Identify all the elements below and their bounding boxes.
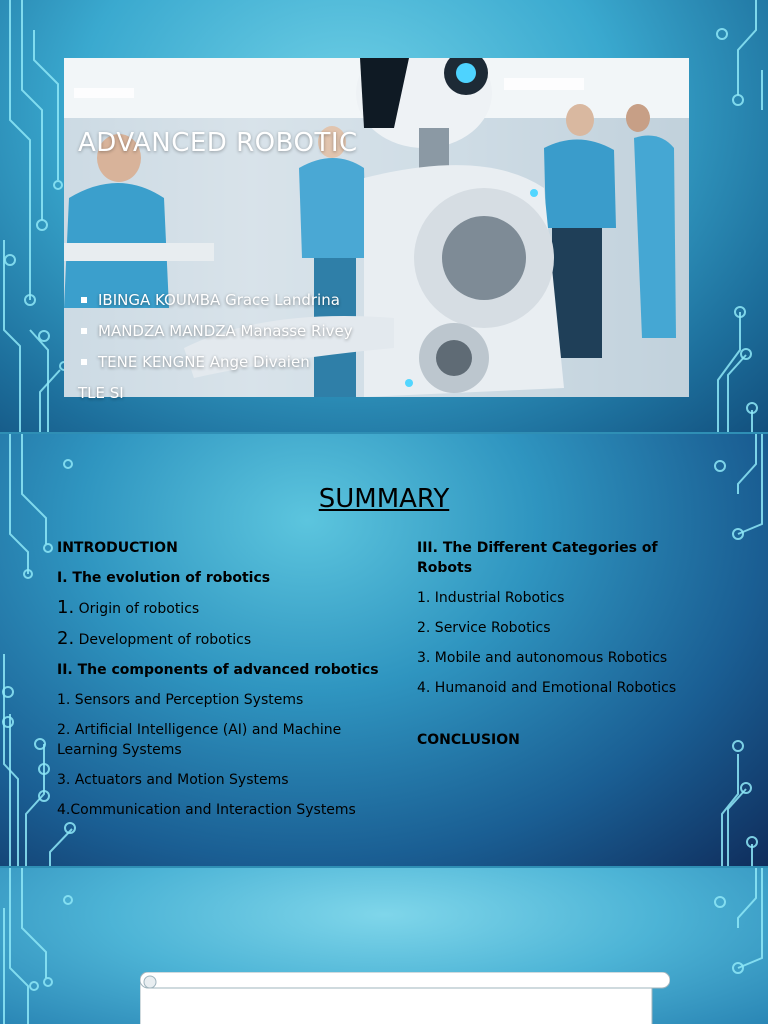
circuit-decoration-left (0, 0, 70, 432)
list-item: 2. Service Robotics (417, 620, 551, 636)
title-slide (0, 0, 768, 432)
author-name: IBINGA KOUMBA Grace Landrina (98, 290, 340, 309)
list-item: 4. Humanoid and Emotional Robotics (417, 680, 677, 696)
item-text: Development of robotics (78, 632, 252, 648)
circuit-decoration-left (0, 868, 80, 1024)
section-heading: I. The evolution of robotics (57, 570, 271, 586)
author-item (78, 284, 353, 315)
circuit-decoration-right (698, 868, 768, 1024)
summary-right-column (417, 538, 707, 760)
class-label: TLE SI (78, 383, 124, 402)
list-item: 3. Mobile and autonomous Robotics (417, 650, 668, 666)
author-name: MANDZA MANDZA Manasse Rivey (98, 321, 353, 340)
introduction-entry: INTRODUCTION (57, 540, 178, 556)
section-heading: III. The Different Categories of Robots (417, 540, 658, 576)
scroll-banner-shape (140, 972, 670, 1024)
conclusion-entry: CONCLUSION (417, 732, 520, 748)
list-item (57, 598, 402, 619)
list-item: 1. Industrial Robotics (417, 590, 565, 606)
list-item: 3. Actuators and Motion Systems (57, 772, 289, 788)
presentation-title: ADVANCED ROBOTIC (78, 128, 358, 158)
author-name: TENE KENGNE Ange Divaien (98, 352, 310, 371)
list-item: 1. Sensors and Perception Systems (57, 692, 304, 708)
summary-slide (0, 434, 768, 866)
item-number: 1. (57, 597, 75, 618)
square-bullet-icon (81, 328, 87, 334)
author-item (78, 315, 353, 346)
item-text: Origin of robotics (78, 601, 200, 617)
author-item (78, 346, 353, 377)
square-bullet-icon (81, 297, 87, 303)
summary-left-column (57, 538, 402, 830)
next-slide (0, 868, 768, 1024)
list-item: 2. Artificial Intelligence (AI) and Machine Learning Systems (57, 722, 342, 758)
item-number: 2. (57, 628, 75, 649)
author-list (78, 284, 353, 408)
section-heading: II. The components of advanced robotics (57, 662, 379, 678)
square-bullet-icon (81, 359, 87, 365)
list-item: 4.Communication and Interaction Systems (57, 802, 356, 818)
list-item (57, 629, 402, 650)
summary-heading: SUMMARY (318, 484, 450, 514)
circuit-decoration-right (698, 0, 768, 432)
